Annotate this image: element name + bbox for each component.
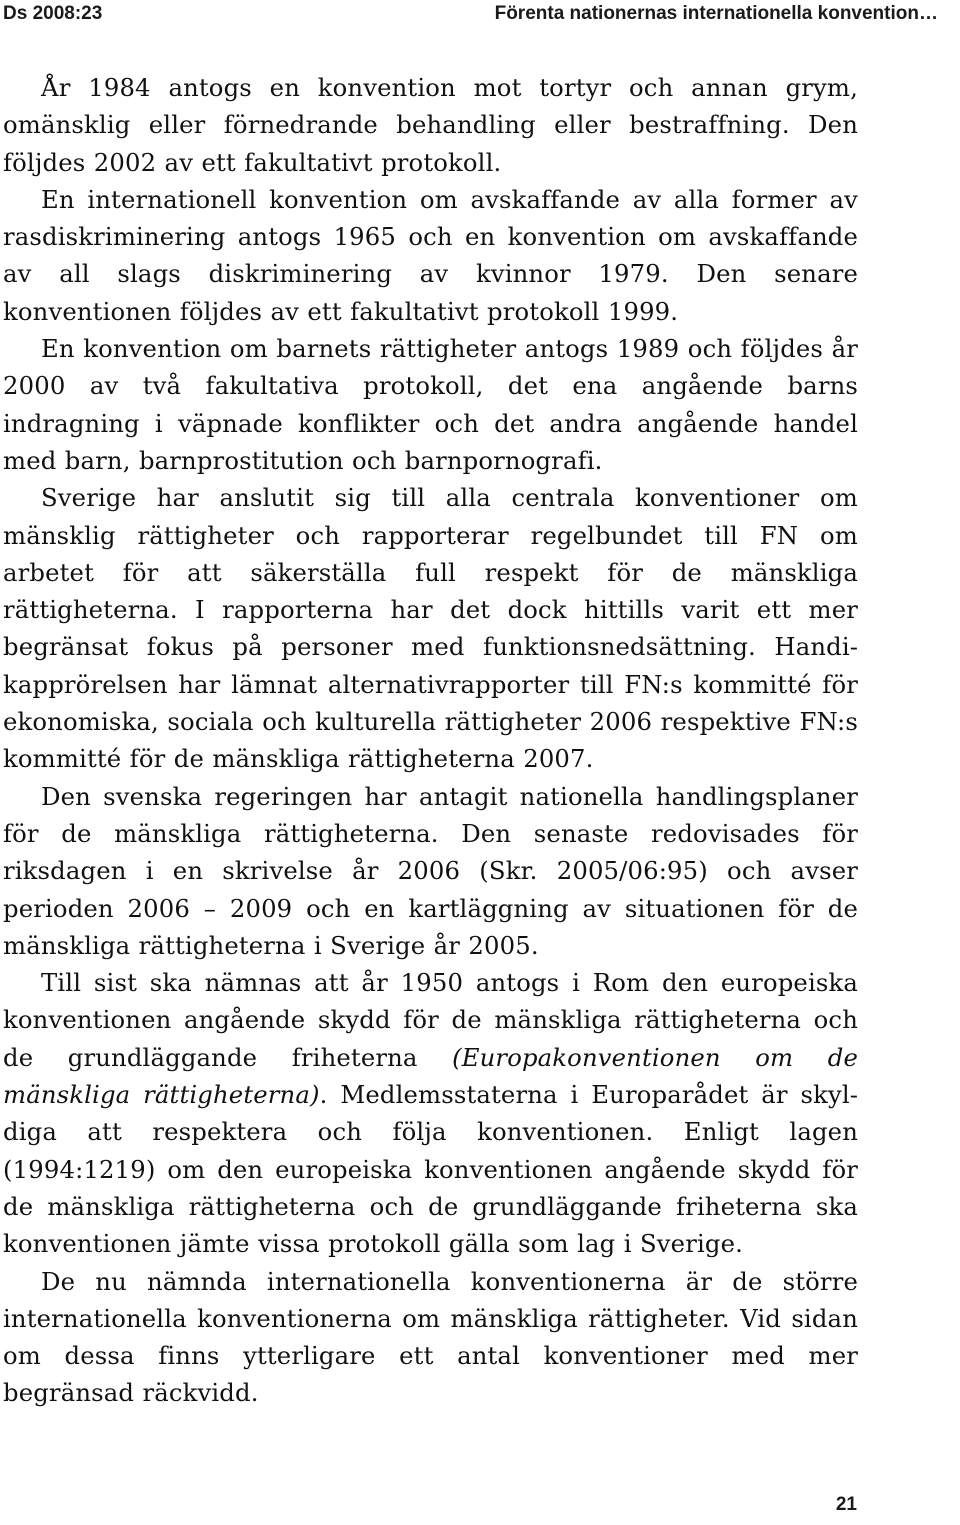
paragraph-action-plans: Den svenska regeringen har antagit nationella handlingsplaner för de mänskliga rättigheterna. Den senaste redovisades för riksdagen i en skrivelse år 2006 (Skr. 2005/06:95) och avser perioden 2006 – 2009 och en kartläggning av situationen för de mänskliga rättigheterna i Sverige år 2005. [3,781,858,960]
italic-convention-name: (Europakonventionen om de mänskliga rättigheterna) [3,1042,859,1110]
document-number: Ds 2008:23 [3,3,103,24]
paragraph-discrimination-conventions: En internationell konvention om avskaffande av alla former av rasdiskriminering antogs 1965 och en konvention om avskaffande av all slags diskriminering av kvinnor 1979. Den senare konventionen följdes av ett fakultativt protokoll 1999. [3,184,858,326]
paragraph-text-after: . Medlemsstaterna i Europarådet är skyldiga att respektera och följa konventionen. Enligt lagen (1994:1219) om den europeiska konventionen angående skydd för de mänskliga rättigheterna och de grundläggande friheterna ska konventionen jämte vissa protokoll gälla som lag i Sverige. [3,1080,858,1259]
paragraph-european-convention [3,964,858,1262]
paragraph-sweden-reporting: Sverige har anslutit sig till alla centrala konventioner om mänsklig rättigheter och rapporterar regelbundet till FN om arbetet för att säkerställa full respekt för de mänskliga rättigheterna. I rapporterna har det dock hittills varit ett mer begränsat fokus på personer med funktionsnedsättning. Handikapprörelsen har lämnat alternativrapporter till FN:s kommitté för ekonomiska, sociala och kulturella rättigheter 2006 respektive FN:s kommitté för de mänskliga rättigheterna 2007. [3,483,858,774]
paragraph-child-rights-convention: En konvention om barnets rättigheter antogs 1989 och följdes år 2000 av två fakultativa protokoll, det ena angående barns indragning i väpnade konflikter och det andra angående handel med barn, barnprostitution och barnpornografi. [3,334,858,475]
running-header [0,0,960,30]
paragraph-text-before: Till sist ska nämnas att år 1950 antogs i Rom den europeiska konventionen angående skydd för de mänskliga rättigheterna och de grundläggande friheterna [3,968,858,1072]
body-text [3,69,858,1412]
page-number: 21 [835,1494,857,1515]
paragraph-other-conventions: De nu nämnda internationella konventionerna är de större internationella konventionerna om mänskliga rättigheter. Vid sidan om dessa finns ytterligare ett antal konventioner med mer begränsad räckvidd. [3,1266,858,1408]
chapter-title: Förenta nationernas internationella konvention… [494,3,938,24]
paragraph-torture-convention: År 1984 antogs en konvention mot tortyr och annan grym, omänsklig eller förnedrande behandling eller bestraffning. Den följdes 2002 av ett fakultativt protokoll. [3,73,858,177]
